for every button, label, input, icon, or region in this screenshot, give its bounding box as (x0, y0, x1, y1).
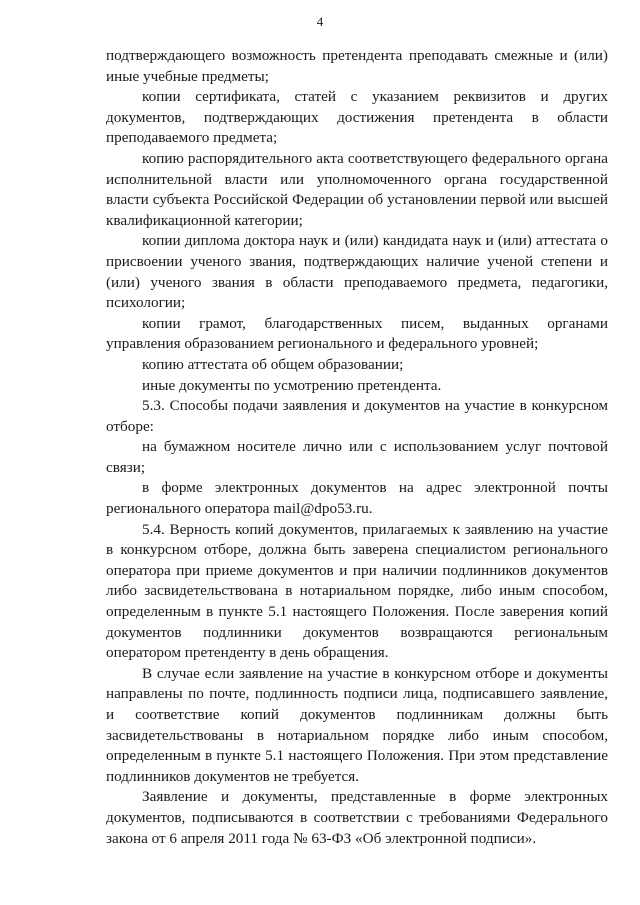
paragraph-continuation: подтверждающего возможность претендента преподавать смежные и (или) иные учебные предметы; (106, 47, 608, 85)
paragraph-electronic-submission: в форме электронных документов на адрес электронной почты регионального оператора mail@dpo53.ru. (106, 479, 608, 518)
page-number: 4 (316, 14, 324, 29)
paragraph-awards: копии грамот, благодарственных писем, выданных органами управления образованием регионального и федерального уровней; (106, 314, 608, 353)
paragraph-certificates: копии сертификата, статей с указанием реквизитов и других документов, подтверждающих достижения претендента в области преподаваемого предмета; (106, 88, 608, 147)
document-body (106, 46, 608, 849)
paragraph-section-5-3: 5.3. Способы подачи заявления и документов на участие в конкурсном отборе: (106, 397, 608, 435)
paragraph-electronic-signature: Заявление и документы, представленные в форме электронных документов, подписываются в соответствии с требованиями Федерального закона от 6 апреля 2011 года № 63-ФЗ «Об электронной подписи». (106, 788, 608, 847)
paragraph-qualification-act: копию распорядительного акта соответствующего федерального органа исполнительной власти или уполномоченного органа государственной власти субъекта Российской Федерации об установлении первой или высшей квалификационной категории; (106, 149, 608, 229)
paragraph-section-5-4: 5.4. Верность копий документов, прилагаемых к заявлению на участие в конкурсном отборе, должна быть заверена специалистом регионального оператора при приеме документов и при наличии подлинников документов либо засвидетельствована в нотариальном порядке, либо иным способом, определенным в пункте 5.1 настоящего Положения. После заверения копий документов подлинники документов возвращаются региональным оператором претенденту в день обращения. (106, 520, 608, 662)
paragraph-postal-submission: В случае если заявление на участие в конкурсном отборе и документы направлены по почте, подлинность подписи лица, подписавшего заявление, и соответствие копий документов подлинникам должны быть засвидетельствованы в нотариальном порядке либо иным способом, определенным в пункте 5.1 настоящего Положения. При этом представление подлинников документов не требуется. (106, 664, 608, 785)
paragraph-school-certificate: копию аттестата об общем образовании; (142, 355, 404, 373)
paragraph-academic-diploma: копии диплома доктора наук и (или) кандидата наук и (или) аттестата о присвоении ученого звания, подтверждающих наличие ученой степени и (или) ученого звания в области преподаваемого предмета, педагогики, психологии; (106, 232, 608, 312)
paragraph-paper-submission: на бумажном носителе лично или с использованием услуг почтовой связи; (106, 438, 608, 476)
paragraph-other-documents: иные документы по усмотрению претендента. (142, 376, 442, 394)
